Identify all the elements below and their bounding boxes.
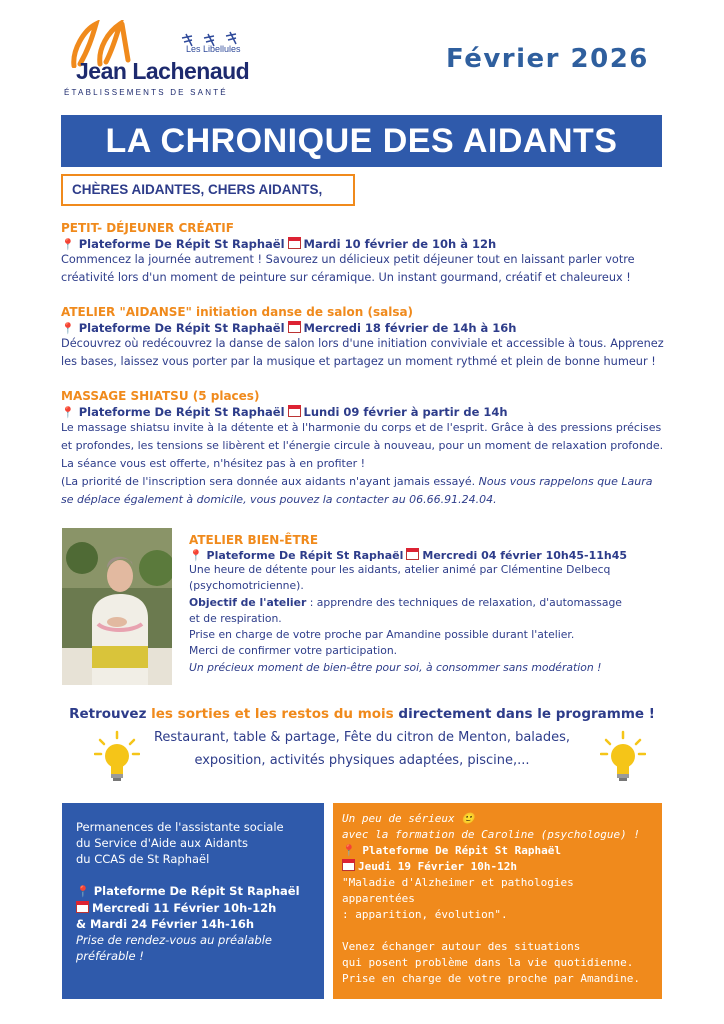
event-date: Lundi 09 février à partir de 14h — [303, 405, 508, 419]
objective-label: Objectif de l'atelier — [189, 595, 307, 609]
lightbulb-icon — [600, 730, 646, 784]
event-location: Plateforme De Répit St Raphaël — [78, 237, 285, 251]
event-date: Mardi 10 février de 10h à 12h — [303, 237, 497, 251]
box-text: : apparition, évolution". — [342, 908, 508, 921]
sorties-heading — [0, 706, 724, 722]
event-text-line: Découvrez où redécouvrez la danse de salon lors d'une initiation conviviale et accessible à tous. Apprenez — [61, 337, 664, 350]
calendar-icon — [288, 405, 301, 417]
event-title: PETIT- DÉJEUNER CRÉATIF — [61, 221, 234, 235]
event-text-line: Commencez la journée autrement ! Savourez un délicieux petit déjeuner tout en laissant parler votre — [61, 253, 635, 266]
event-text-line: les bases, laissez vous porter par la musique et partagez un moment rythmé et plein de bonne humeur ! — [61, 355, 656, 368]
pin-icon: 📍 — [189, 549, 203, 562]
box-text: du Service d'Aide aux Aidants — [76, 836, 248, 850]
event-shiatsu — [61, 389, 691, 509]
box-note: Prise de rendez-vous au préalable — [76, 933, 272, 947]
lightbulb-icon — [94, 730, 140, 784]
social-worker-box — [62, 803, 324, 999]
objective-text: et de respiration. — [189, 611, 282, 625]
pin-icon: 📍 — [342, 844, 356, 857]
sorties-list-line: Restaurant, table & partage, Fête du citron de Menton, balades, — [153, 730, 571, 745]
box-location: Plateforme De Répit St Raphaël — [93, 884, 300, 898]
box-text: Permanences de l'assistante sociale — [76, 820, 284, 834]
pin-icon: 📍 — [61, 238, 75, 251]
sorties-list-line: exposition, activités physiques adaptées, piscine,... — [194, 753, 530, 768]
brand-name: Jean Lachenaud — [76, 58, 250, 84]
event-note-italic: Nous vous rappelons que Laura — [478, 475, 653, 488]
event-bien-etre — [189, 533, 669, 676]
box-text: avec la formation de Caroline (psychologue) ! — [342, 828, 641, 841]
event-text-line: créativité lors d'un moment de peinture sur céramique. Un instant gourmand, créatif et chaleureux ! — [61, 271, 631, 284]
training-box — [333, 803, 662, 999]
sorties-highlight: les sorties et les restos du mois — [151, 706, 394, 722]
event-text-line: Une heure de détente pour les aidants, atelier animé par Clémentine Delbecq — [189, 563, 611, 576]
event-note-line — [61, 473, 691, 491]
box-location: Plateforme De Répit St Raphaël — [362, 844, 562, 857]
objective-text: : apprendre des techniques de relaxation, d'automassage — [306, 595, 622, 609]
box-text: Venez échanger autour des situations — [342, 940, 581, 953]
event-text-line: Prise en charge de votre proche par Amandine possible durant l'atelier. — [189, 628, 575, 642]
greeting: CHÈRES AIDANTES, CHERS AIDANTS, — [61, 174, 355, 206]
wellbeing-photo — [62, 528, 172, 685]
event-note: (La priorité de l'inscription sera donnée aux aidants n'ayant jamais essayé. — [61, 475, 476, 488]
box-text: du CCAS de St Raphaël — [76, 852, 210, 866]
event-date: Mercredi 04 février 10h45-11h45 — [422, 549, 628, 562]
event-text-line: La séance vous est offerte, n'hésitez pas à en profiter ! — [61, 457, 366, 470]
box-note: préférable ! — [76, 949, 144, 963]
pin-icon: 📍 — [61, 322, 75, 335]
event-title: ATELIER "AIDANSE" initiation danse de salon (salsa) — [61, 305, 414, 319]
issue-month: Février 2026 — [446, 44, 649, 74]
event-text-line: Merci de confirmer votre participation. — [189, 644, 398, 658]
event-location: Plateforme De Répit St Raphaël — [206, 549, 404, 562]
event-location: Plateforme De Répit St Raphaël — [78, 321, 285, 335]
brand-tagline: Les Libellules — [186, 44, 241, 54]
pin-icon: 📍 — [61, 406, 75, 419]
event-title: ATELIER BIEN-ÊTRE — [189, 533, 319, 547]
calendar-icon — [76, 901, 89, 913]
box-text: Un peu de sérieux 🙂 — [342, 812, 475, 825]
pin-icon: 📍 — [76, 885, 90, 898]
calendar-icon — [342, 859, 355, 871]
sorties-part3: directement dans le programme ! — [393, 706, 655, 722]
event-text-line: et profondes, les tensions se libèrent et l'énergie circule à nouveau, pour un moment de relaxation profonde. — [61, 439, 664, 452]
calendar-icon — [406, 548, 419, 560]
event-title: MASSAGE SHIATSU (5 places) — [61, 389, 260, 403]
page-title-banner: LA CHRONIQUE DES AIDANTS — [61, 115, 662, 167]
event-date: Mercredi 18 février de 14h à 16h — [303, 321, 517, 335]
event-petit-dejeuner — [61, 221, 681, 287]
box-text: Prise en charge de votre proche par Amandine. — [342, 972, 641, 985]
event-closing: Un précieux moment de bien-être pour soi, à consommer sans modération ! — [189, 660, 602, 674]
calendar-icon — [288, 237, 301, 249]
box-date: Mercredi 11 Février 10h-12h — [92, 901, 277, 915]
event-location: Plateforme De Répit St Raphaël — [78, 405, 285, 419]
box-date: & Mardi 24 Février 14h-16h — [76, 917, 255, 931]
box-text: qui posent problème dans la vie quotidienne. — [342, 956, 634, 969]
brand-subtitle: ÉTABLISSEMENTS DE SANTÉ — [64, 88, 228, 97]
event-text-line: Le massage shiatsu invite à la détente et à l'harmonie du corps et de l'esprit. Grâce à des pressions précises — [61, 421, 662, 434]
box-date: Jeudi 19 Février 10h-12h — [358, 860, 517, 873]
calendar-icon — [288, 321, 301, 333]
sorties-part1: Retrouvez — [69, 706, 152, 722]
event-text-line: (psychomotricienne). — [189, 579, 304, 593]
event-aidanse — [61, 305, 681, 371]
event-note-italic: se déplace également à domicile, vous pouvez la contacter au 06.66.91.24.04. — [61, 493, 497, 506]
box-text: "Maladie d'Alzheimer et pathologies apparentées — [342, 876, 574, 905]
